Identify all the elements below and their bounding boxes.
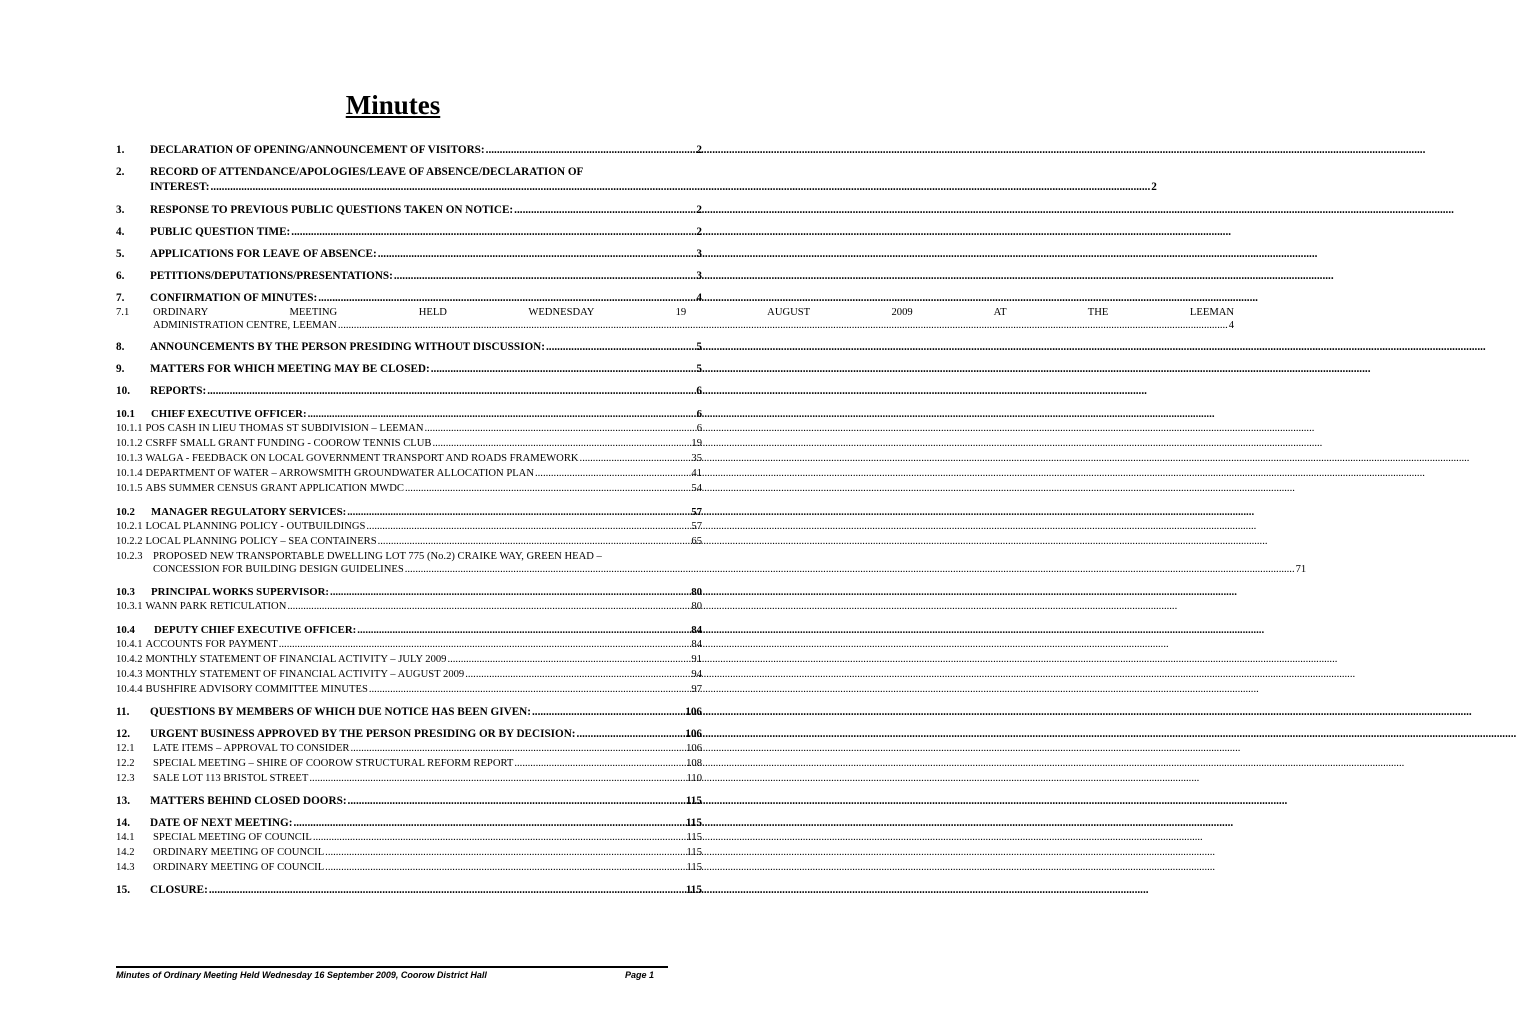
toc-page: 115 xyxy=(686,862,702,873)
toc-leader xyxy=(431,362,696,376)
toc-page: 80 xyxy=(691,586,702,598)
toc-page: 54 xyxy=(691,483,702,494)
toc-page: 65 xyxy=(691,536,702,547)
toc-label: APPLICATIONS FOR LEAVE OF ABSENCE: xyxy=(150,248,377,260)
toc-number: 12. xyxy=(116,728,130,740)
toc-number: 14. xyxy=(116,817,130,829)
toc-leader xyxy=(577,727,685,741)
toc-page: 2 xyxy=(696,204,702,216)
toc-page: 84 xyxy=(691,639,702,650)
toc-leader xyxy=(210,180,1150,195)
toc-number: 13. xyxy=(116,795,130,807)
toc-number: 9. xyxy=(116,363,125,375)
toc-item-7[interactable] xyxy=(116,291,702,305)
toc-item-14-3[interactable] xyxy=(116,861,702,875)
toc-leader xyxy=(532,705,684,719)
toc-number: 10.1.4 xyxy=(116,468,143,479)
toc-item-10-1[interactable] xyxy=(116,407,702,421)
toc-item-12[interactable] xyxy=(116,727,702,741)
toc-page: 94 xyxy=(691,669,702,680)
toc-leader xyxy=(313,831,686,845)
toc-page: 3 xyxy=(696,248,702,260)
toc-item-10-2-1[interactable] xyxy=(116,520,702,534)
toc-label: LATE ITEMS – APPROVAL TO CONSIDER xyxy=(153,743,350,754)
toc-item-2[interactable] xyxy=(116,165,1157,195)
toc-label: LOCAL PLANNING POLICY – SEA CONTAINERS xyxy=(145,536,377,547)
toc-item-10-1-4[interactable] xyxy=(116,467,702,481)
toc-label: ANNOUNCEMENTS BY THE PERSON PRESIDING WITHOUT DISCUSSION: xyxy=(150,341,545,353)
toc-leader xyxy=(535,467,690,481)
toc-leader xyxy=(348,794,685,808)
toc-number: 10. xyxy=(116,385,130,397)
toc-label: POS CASH IN LIEU THOMAS ST SUBDIVISION – LEEMAN xyxy=(145,423,424,434)
toc-item-10-3-1[interactable] xyxy=(116,600,702,614)
toc-number: 10.1.1 xyxy=(116,423,143,434)
toc-leader xyxy=(425,422,696,436)
toc-item-4[interactable] xyxy=(116,225,702,239)
toc-leader xyxy=(207,384,695,398)
toc-page: 2 xyxy=(696,226,702,238)
toc-leader xyxy=(580,452,691,466)
toc-label-continued: CONCESSION FOR BUILDING DESIGN GUIDELINES xyxy=(153,564,404,575)
toc-leader xyxy=(378,535,691,549)
toc-number: 14.2 xyxy=(116,847,135,858)
toc-leader xyxy=(293,816,684,830)
toc-label: PETITIONS/DEPUTATIONS/PRESENTATIONS: xyxy=(150,270,393,282)
toc-label: PRINCIPAL WORKS SUPERVISOR: xyxy=(151,586,329,598)
toc-page: 57 xyxy=(691,521,702,532)
toc-number: 10.4.1 xyxy=(116,639,143,650)
toc-label: BUSHFIRE ADVISORY COMMITTEE MINUTES xyxy=(145,684,368,695)
toc-label: REPORTS: xyxy=(150,385,207,397)
toc-page: 4 xyxy=(1228,320,1235,331)
toc-item-12-2[interactable] xyxy=(116,757,702,771)
toc-leader xyxy=(279,638,691,652)
toc-number: 10.4 xyxy=(116,624,135,636)
toc-page: 80 xyxy=(691,601,702,612)
toc-label: SPECIAL MEETING OF COUNCIL xyxy=(153,832,312,843)
toc-item-10-2-3[interactable] xyxy=(116,550,1307,576)
toc-label-continued: INTEREST: xyxy=(150,181,210,193)
toc-page: 6 xyxy=(696,385,702,397)
toc-page: 115 xyxy=(685,817,702,829)
toc-page: 115 xyxy=(685,884,702,896)
toc-number: 10.1.5 xyxy=(116,483,143,494)
toc-leader xyxy=(378,247,696,261)
toc-leader xyxy=(369,683,691,697)
toc-item-14[interactable] xyxy=(116,816,702,830)
toc-label: DECLARATION OF OPENING/ANNOUNCEMENT OF VISITORS: xyxy=(150,144,485,156)
toc-leader xyxy=(325,846,685,860)
toc-label: DEPUTY CHIEF EXECUTIVE OFFICER: xyxy=(154,624,357,636)
toc-leader xyxy=(405,563,1295,576)
toc-leader xyxy=(308,407,696,421)
toc-leader xyxy=(447,653,690,667)
toc-leader xyxy=(291,225,695,239)
toc-page: 71 xyxy=(1295,564,1307,575)
toc-number: 10.3.1 xyxy=(116,601,143,612)
toc-label: LOCAL PLANNING POLICY - OUTBUILDINGS xyxy=(145,521,366,532)
toc-number: 10.1 xyxy=(116,408,135,420)
toc-page: 6 xyxy=(696,423,702,434)
toc-number: 12.2 xyxy=(116,758,135,769)
toc-page: 5 xyxy=(696,341,702,353)
toc-leader xyxy=(432,437,690,451)
toc-number: 11. xyxy=(116,706,130,718)
toc-item-14-1[interactable] xyxy=(116,831,702,845)
toc-number: 14.3 xyxy=(116,862,135,873)
toc-leader xyxy=(330,585,690,599)
toc-page: 2 xyxy=(1151,181,1157,193)
toc-number: 12.3 xyxy=(116,773,135,784)
toc-item-10-4-4[interactable] xyxy=(116,683,702,697)
toc-item-10-1-5[interactable] xyxy=(116,482,702,496)
toc-item-10-1-1[interactable] xyxy=(116,422,702,436)
toc-page: 115 xyxy=(686,847,702,858)
toc-leader xyxy=(287,600,690,614)
footer-page-number: Page 1 xyxy=(624,970,654,980)
toc-number: 10.2 xyxy=(116,506,135,518)
toc-page: 106 xyxy=(685,706,702,718)
toc-item-13[interactable] xyxy=(116,794,702,808)
toc-label: ORDINARY MEETING HELD WEDNESDAY 19 AUGUST 2009 AT THE LEEMAN xyxy=(153,307,1235,318)
toc-page: 57 xyxy=(691,506,702,518)
toc-leader xyxy=(405,482,690,496)
toc-leader xyxy=(357,623,690,637)
toc-number: 10.4.4 xyxy=(116,684,143,695)
toc-number: 2. xyxy=(116,166,125,178)
toc-item-5[interactable] xyxy=(116,247,702,261)
toc-item-12-1[interactable] xyxy=(116,742,702,756)
toc-item-10-1-3[interactable] xyxy=(116,452,702,466)
toc-item-10-3[interactable] xyxy=(116,585,702,599)
toc-label: ABS SUMMER CENSUS GRANT APPLICATION MWDC xyxy=(145,483,404,494)
toc-page: 115 xyxy=(686,832,702,843)
toc-leader xyxy=(366,520,690,534)
toc-number: 7.1 xyxy=(116,307,130,318)
toc-label: DEPARTMENT OF WATER – ARROWSMITH GROUNDWATER ALLOCATION PLAN xyxy=(145,468,534,479)
toc-number: 5. xyxy=(116,248,125,260)
footer-text: Minutes of Ordinary Meeting Held Wednesday 16 September 2009, Coorow District Hall xyxy=(116,970,487,980)
toc-label: ACCOUNTS FOR PAYMENT xyxy=(145,639,278,650)
toc-label: URGENT BUSINESS APPROVED BY THE PERSON PRESIDING OR BY DECISION: xyxy=(150,728,576,740)
toc-label: WANN PARK RETICULATION xyxy=(145,601,287,612)
toc-item-10-4-3[interactable] xyxy=(116,668,702,682)
toc-number: 4. xyxy=(116,226,125,238)
toc-number: 10.1.3 xyxy=(116,453,143,464)
toc-page: 2 xyxy=(696,144,702,156)
toc-page: 19 xyxy=(691,438,702,449)
toc-leader xyxy=(318,291,695,305)
toc-page: 5 xyxy=(696,363,702,375)
toc-item-12-3[interactable] xyxy=(116,772,702,786)
toc-label: CLOSURE: xyxy=(150,884,208,896)
toc-page: 106 xyxy=(686,743,702,754)
toc-number: 10.1.2 xyxy=(116,438,143,449)
toc-item-8[interactable] xyxy=(116,340,702,354)
toc-label: RESPONSE TO PREVIOUS PUBLIC QUESTIONS TAKEN ON NOTICE: xyxy=(150,204,514,216)
toc-item-6[interactable] xyxy=(116,269,702,283)
toc-item-11[interactable] xyxy=(116,705,702,719)
toc-label: QUESTIONS BY MEMBERS OF WHICH DUE NOTICE HAS BEEN GIVEN: xyxy=(150,706,531,718)
toc-label: PROPOSED NEW TRANSPORTABLE DWELLING LOT 775 (No.2) CRAIKE WAY, GREEN HEAD – xyxy=(153,551,602,562)
toc-leader xyxy=(546,340,695,354)
toc-number: 10.3 xyxy=(116,586,135,598)
toc-number: 10.2.2 xyxy=(116,536,143,547)
toc-label: SPECIAL MEETING – SHIRE OF COOROW STRUCTURAL REFORM REPORT xyxy=(153,758,514,769)
page-footer xyxy=(116,966,668,980)
toc-label: MONTHLY STATEMENT OF FINANCIAL ACTIVITY – JULY 2009 xyxy=(145,654,447,665)
toc-label: DATE OF NEXT MEETING: xyxy=(150,817,293,829)
toc-label: WALGA - FEEDBACK ON LOCAL GOVERNMENT TRANSPORT AND ROADS FRAMEWORK xyxy=(145,453,579,464)
toc-leader xyxy=(514,757,685,771)
toc-number: 15. xyxy=(116,884,130,896)
toc-item-10-2-2[interactable] xyxy=(116,535,702,549)
toc-item-14-2[interactable] xyxy=(116,846,702,860)
toc-label: ORDINARY MEETING OF COUNCIL xyxy=(153,847,325,858)
toc-label: CONFIRMATION OF MINUTES: xyxy=(150,292,318,304)
toc-number: 12.1 xyxy=(116,743,135,754)
toc-page: 35 xyxy=(691,453,702,464)
toc-leader xyxy=(347,505,690,519)
toc-label: MANAGER REGULATORY SERVICES: xyxy=(151,506,347,518)
toc-leader xyxy=(309,772,685,786)
toc-item-10-4-2[interactable] xyxy=(116,653,702,667)
toc-label: CSRFF SMALL GRANT FUNDING - COOROW TENNIS CLUB xyxy=(145,438,432,449)
table-of-contents xyxy=(116,143,1307,897)
toc-label: SALE LOT 113 BRISTOL STREET xyxy=(153,773,309,784)
toc-number: 7. xyxy=(116,292,125,304)
toc-page: 115 xyxy=(685,795,702,807)
toc-item-10-4-1[interactable] xyxy=(116,638,702,652)
toc-item-15[interactable] xyxy=(116,883,702,897)
toc-label: MATTERS FOR WHICH MEETING MAY BE CLOSED: xyxy=(150,363,430,375)
toc-label-continued: ADMINISTRATION CENTRE, LEEMAN xyxy=(153,320,337,331)
toc-leader xyxy=(338,319,1228,332)
toc-label: MONTHLY STATEMENT OF FINANCIAL ACTIVITY – AUGUST 2009 xyxy=(145,669,465,680)
toc-leader xyxy=(486,143,696,157)
toc-number: 8. xyxy=(116,341,125,353)
toc-item-9[interactable] xyxy=(116,362,702,376)
toc-page: 110 xyxy=(686,773,702,784)
toc-label: MATTERS BEHIND CLOSED DOORS: xyxy=(150,795,347,807)
toc-item-10-2[interactable] xyxy=(116,505,702,519)
toc-number: 10.2.3 xyxy=(116,551,143,562)
toc-label: PUBLIC QUESTION TIME: xyxy=(150,226,291,238)
toc-number: 10.2.1 xyxy=(116,521,143,532)
toc-item-10-1-2[interactable] xyxy=(116,437,702,451)
toc-item-3[interactable] xyxy=(116,203,702,217)
toc-leader xyxy=(351,742,686,756)
toc-page: 84 xyxy=(691,624,702,636)
toc-label: RECORD OF ATTENDANCE/APOLOGIES/LEAVE OF ABSENCE/DECLARATION OF xyxy=(150,166,584,178)
toc-page: 6 xyxy=(696,408,702,420)
toc-page: 3 xyxy=(696,270,702,282)
toc-page: 91 xyxy=(691,654,702,665)
toc-number: 14.1 xyxy=(116,832,135,843)
toc-leader xyxy=(325,861,685,875)
toc-leader xyxy=(209,883,685,897)
toc-page: 106 xyxy=(685,728,702,740)
toc-item-7-1[interactable] xyxy=(116,306,1235,332)
toc-leader xyxy=(465,668,690,682)
toc-leader xyxy=(514,203,695,217)
toc-number: 1. xyxy=(116,144,125,156)
toc-leader xyxy=(394,269,696,283)
toc-number: 3. xyxy=(116,204,125,216)
toc-page: 41 xyxy=(691,468,702,479)
toc-number: 6. xyxy=(116,270,125,282)
toc-item-10-4[interactable] xyxy=(116,623,702,637)
toc-page: 97 xyxy=(691,684,702,695)
toc-label: ORDINARY MEETING OF COUNCIL xyxy=(153,862,325,873)
toc-page: 4 xyxy=(696,292,702,304)
toc-page: 108 xyxy=(686,758,702,769)
page-title: Minutes xyxy=(345,90,441,120)
toc-item-10[interactable] xyxy=(116,384,702,398)
toc-label: CHIEF EXECUTIVE OFFICER: xyxy=(151,408,307,420)
toc-item-1[interactable] xyxy=(116,143,702,157)
toc-number: 10.4.3 xyxy=(116,669,143,680)
toc-number: 10.4.2 xyxy=(116,654,143,665)
